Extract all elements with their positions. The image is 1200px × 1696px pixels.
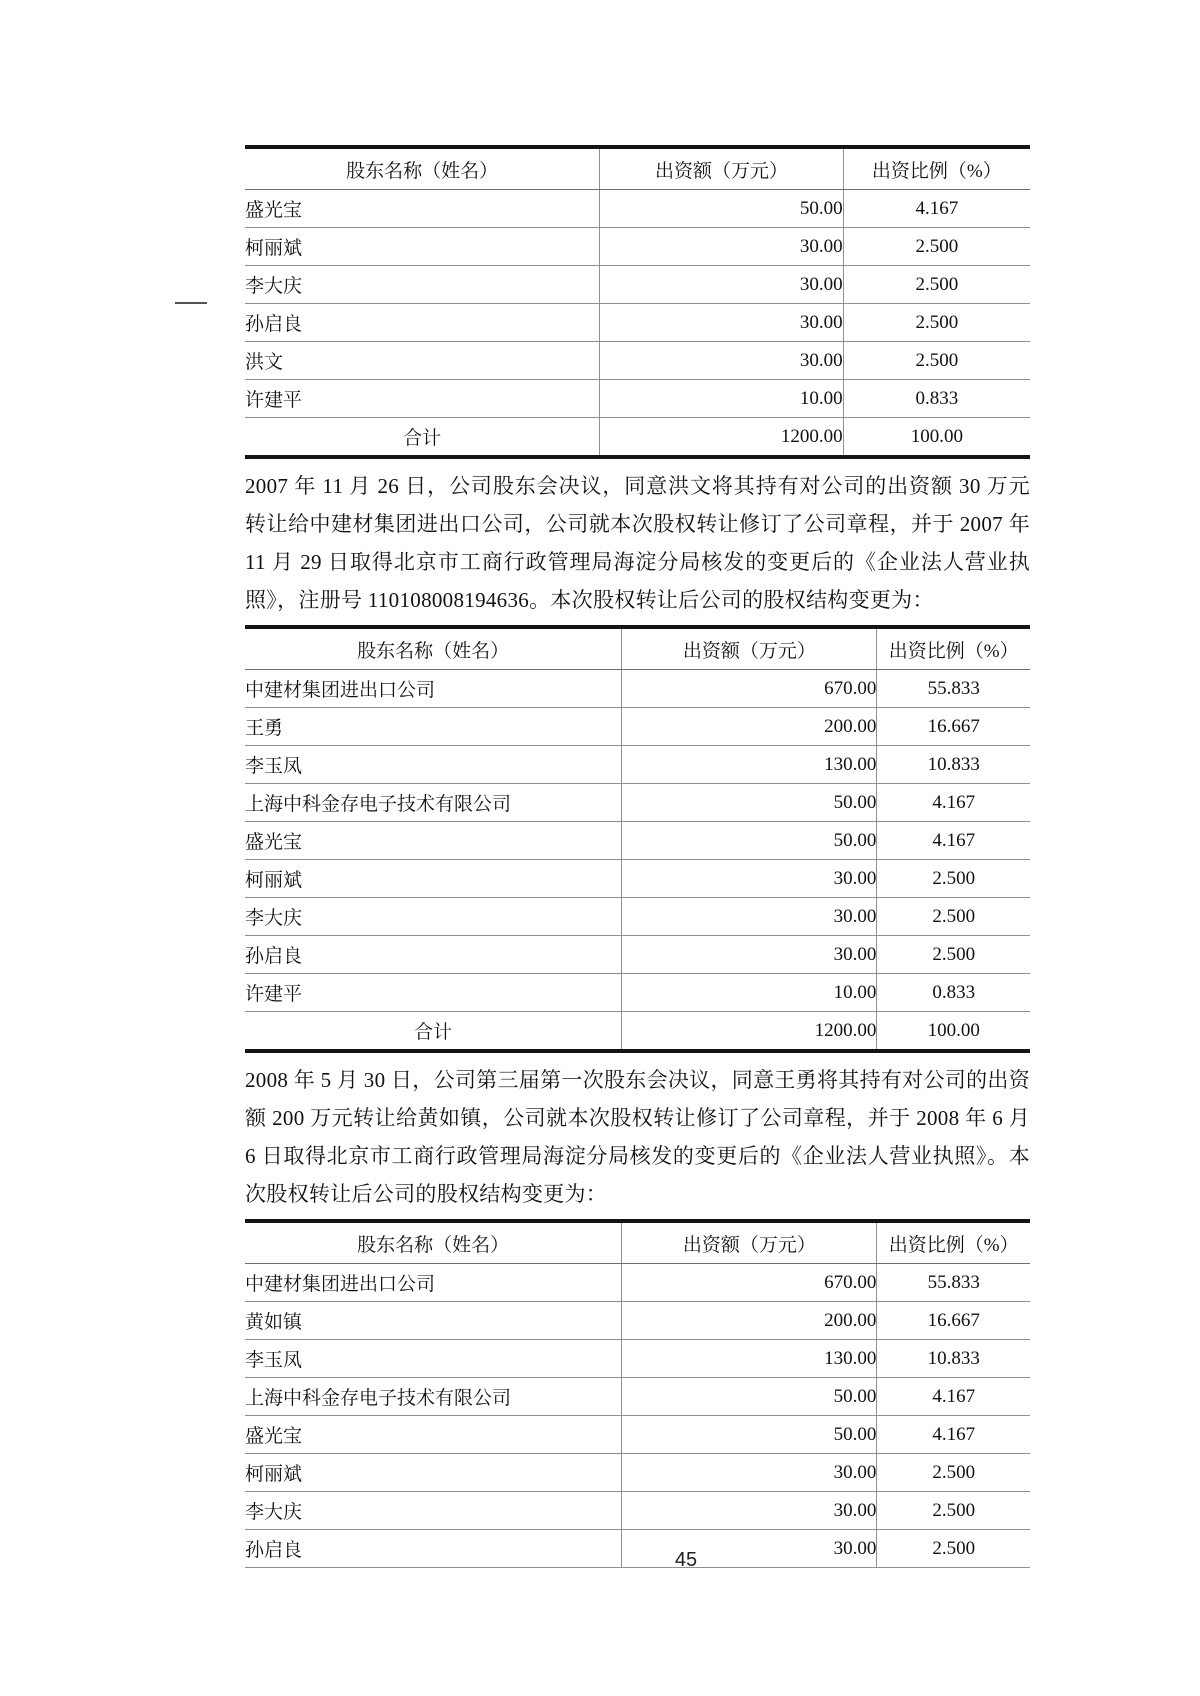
shareholder-name-cell: 孙启良 [245, 304, 600, 342]
ratio-cell: 2.500 [843, 342, 1030, 380]
shareholder-table-after-2007-transfer [245, 625, 1030, 1053]
amount-cell: 30.00 [600, 342, 843, 380]
header-row [245, 1221, 1030, 1264]
paragraph-2007-transfer: 2007 年 11 月 26 日，公司股东会决议，同意洪文将其持有对公司的出资额 30 万元转让给中建材集团进出口公司，公司就本次股权转让修订了公司章程，并于 2007 年 11 月 29 日取得北京市工商行政管理局海淀分局核发的变更后的《企业法人营业执照》，注册号 110108008194636。本次股权转让后公司的股权结构变更为： [245, 474, 1030, 612]
ratio-cell: 16.667 [877, 1302, 1030, 1340]
ratio-cell: 100.00 [843, 418, 1030, 458]
ratio-cell: 2.500 [843, 266, 1030, 304]
ratio-cell: 4.167 [877, 1416, 1030, 1454]
total-row [245, 418, 1030, 458]
table-row [245, 1302, 1030, 1340]
table-row [245, 708, 1030, 746]
shareholder-name-cell: 柯丽斌 [245, 1454, 622, 1492]
ratio-cell: 10.833 [877, 1340, 1030, 1378]
ratio-cell: 0.833 [843, 380, 1030, 418]
amount-cell: 10.00 [622, 974, 877, 1012]
column-header: 出资比例（%） [877, 627, 1030, 670]
amount-cell: 1200.00 [622, 1012, 877, 1052]
ratio-cell: 2.500 [843, 228, 1030, 266]
amount-cell: 50.00 [600, 190, 843, 228]
column-header: 出资额（万元） [622, 627, 877, 670]
shareholder-name-cell: 黄如镇 [245, 1302, 622, 1340]
amount-cell: 30.00 [622, 1530, 877, 1568]
shareholder-name-cell: 孙启良 [245, 1530, 622, 1568]
amount-cell: 50.00 [622, 1416, 877, 1454]
ratio-cell: 16.667 [877, 708, 1030, 746]
margin-dash-mark [175, 302, 207, 304]
table-row [245, 1378, 1030, 1416]
ratio-cell: 10.833 [877, 746, 1030, 784]
shareholder-name-cell: 盛光宝 [245, 190, 600, 228]
header-row [245, 147, 1030, 190]
shareholder-name-cell: 李玉凤 [245, 746, 622, 784]
amount-cell: 30.00 [622, 1454, 877, 1492]
table-row [245, 746, 1030, 784]
amount-cell: 30.00 [600, 304, 843, 342]
table-row [245, 898, 1030, 936]
ratio-cell: 2.500 [877, 898, 1030, 936]
table-row [245, 1454, 1030, 1492]
shareholder-name-cell: 柯丽斌 [245, 228, 600, 266]
column-header: 出资比例（%） [877, 1221, 1030, 1264]
amount-cell: 1200.00 [600, 418, 843, 458]
shareholder-name-cell: 柯丽斌 [245, 860, 622, 898]
ratio-cell: 55.833 [877, 670, 1030, 708]
amount-cell: 130.00 [622, 746, 877, 784]
amount-cell: 50.00 [622, 822, 877, 860]
shareholder-name-cell: 洪文 [245, 342, 600, 380]
total-label-cell: 合计 [245, 1012, 622, 1052]
amount-cell: 10.00 [600, 380, 843, 418]
table-row [245, 266, 1030, 304]
table-row [245, 974, 1030, 1012]
amount-cell: 670.00 [622, 1264, 877, 1302]
table-row [245, 670, 1030, 708]
ratio-cell: 4.167 [877, 784, 1030, 822]
total-row [245, 1012, 1030, 1052]
column-header: 出资额（万元） [622, 1221, 877, 1264]
amount-cell: 50.00 [622, 784, 877, 822]
shareholder-name-cell: 李大庆 [245, 898, 622, 936]
table-row [245, 1340, 1030, 1378]
ratio-cell: 2.500 [877, 1492, 1030, 1530]
amount-cell: 130.00 [622, 1340, 877, 1378]
amount-cell: 200.00 [622, 1302, 877, 1340]
ratio-cell: 4.167 [877, 822, 1030, 860]
page-number: 45 [674, 1549, 698, 1571]
shareholder-table [245, 145, 1030, 459]
ratio-cell: 55.833 [877, 1264, 1030, 1302]
amount-cell: 30.00 [600, 266, 843, 304]
amount-cell: 30.00 [600, 228, 843, 266]
amount-cell: 30.00 [622, 1492, 877, 1530]
shareholder-name-cell: 李大庆 [245, 266, 600, 304]
shareholder-table [245, 625, 1030, 1053]
total-label-cell: 合计 [245, 418, 600, 458]
shareholder-table-after-2008-transfer [245, 1219, 1030, 1568]
ratio-cell: 100.00 [877, 1012, 1030, 1052]
page-content [245, 0, 1030, 1568]
column-header: 出资额（万元） [600, 147, 843, 190]
shareholder-name-cell: 中建材集团进出口公司 [245, 670, 622, 708]
shareholder-name-cell: 盛光宝 [245, 1416, 622, 1454]
shareholder-table-before-2007-transfer [245, 145, 1030, 459]
table-row [245, 1492, 1030, 1530]
column-header: 股东名称（姓名） [245, 1221, 622, 1264]
shareholder-name-cell: 上海中科金存电子技术有限公司 [245, 784, 622, 822]
table-row [245, 784, 1030, 822]
shareholder-table [245, 1219, 1030, 1568]
column-header: 股东名称（姓名） [245, 627, 622, 670]
shareholder-name-cell: 李玉凤 [245, 1340, 622, 1378]
amount-cell: 30.00 [622, 898, 877, 936]
table-row [245, 304, 1030, 342]
header-row [245, 627, 1030, 670]
column-header: 股东名称（姓名） [245, 147, 600, 190]
table-row [245, 860, 1030, 898]
shareholder-name-cell: 盛光宝 [245, 822, 622, 860]
amount-cell: 670.00 [622, 670, 877, 708]
amount-cell: 30.00 [622, 936, 877, 974]
amount-cell: 200.00 [622, 708, 877, 746]
ratio-cell: 2.500 [877, 1530, 1030, 1568]
ratio-cell: 4.167 [843, 190, 1030, 228]
ratio-cell: 0.833 [877, 974, 1030, 1012]
shareholder-name-cell: 王勇 [245, 708, 622, 746]
ratio-cell: 2.500 [877, 860, 1030, 898]
table-row [245, 380, 1030, 418]
table-row [245, 1264, 1030, 1302]
ratio-cell: 2.500 [843, 304, 1030, 342]
table-row [245, 228, 1030, 266]
shareholder-name-cell: 中建材集团进出口公司 [245, 1264, 622, 1302]
shareholder-name-cell: 许建平 [245, 974, 622, 1012]
ratio-cell: 4.167 [877, 1378, 1030, 1416]
shareholder-name-cell: 上海中科金存电子技术有限公司 [245, 1378, 622, 1416]
shareholder-name-cell: 李大庆 [245, 1492, 622, 1530]
table-row [245, 1416, 1030, 1454]
table-row [245, 190, 1030, 228]
table-row [245, 342, 1030, 380]
shareholder-name-cell: 孙启良 [245, 936, 622, 974]
ratio-cell: 2.500 [877, 1454, 1030, 1492]
table-row [245, 822, 1030, 860]
column-header: 出资比例（%） [843, 147, 1030, 190]
shareholder-name-cell: 许建平 [245, 380, 600, 418]
amount-cell: 30.00 [622, 860, 877, 898]
table-row [245, 936, 1030, 974]
ratio-cell: 2.500 [877, 936, 1030, 974]
amount-cell: 50.00 [622, 1378, 877, 1416]
paragraph-2008-transfer: 2008 年 5 月 30 日，公司第三届第一次股东会决议，同意王勇将其持有对公司的出资额 200 万元转让给黄如镇，公司就本次股权转让修订了公司章程，并于 2008 年 6 月 6 日取得北京市工商行政管理局海淀分局核发的变更后的《企业法人营业执照》。本次股权转让后公司的股权结构变更为： [245, 1068, 1030, 1206]
